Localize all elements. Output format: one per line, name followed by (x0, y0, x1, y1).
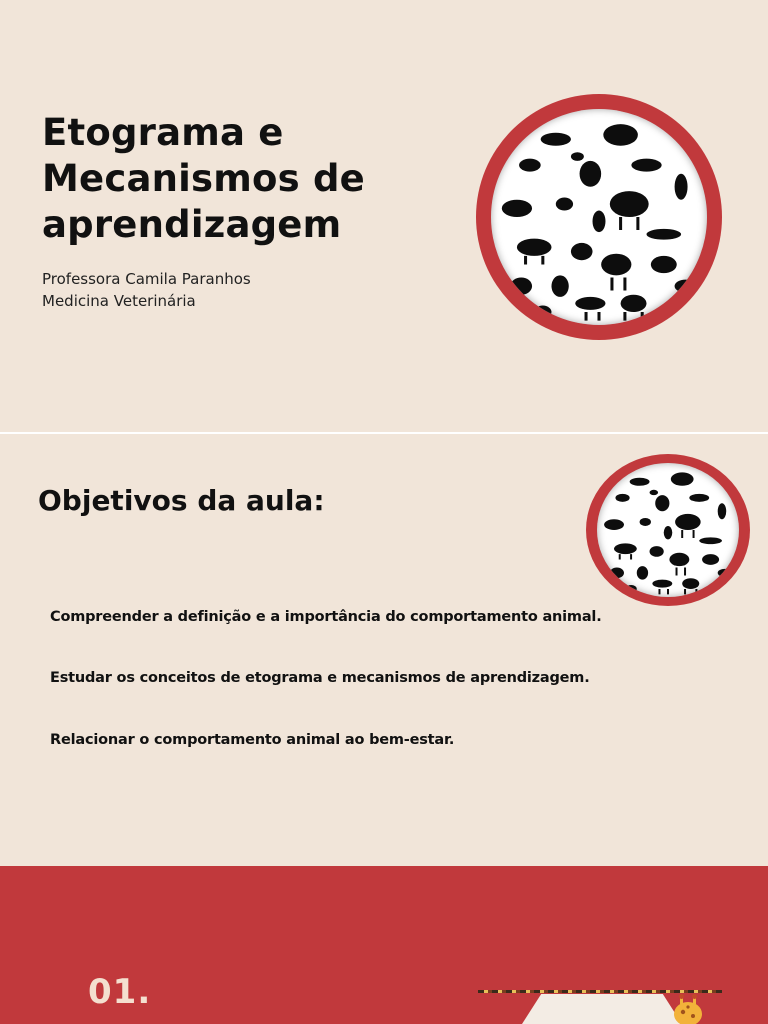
animal-silhouette-shape (637, 566, 648, 579)
animal-silhouette-shape (650, 546, 664, 557)
animal-silhouette-shape (650, 490, 659, 495)
objectives-slide (0, 434, 768, 866)
course-name: Medicina Veterinária (42, 292, 196, 310)
animal-silhouette-shape (575, 297, 605, 310)
animal-silhouette-shape (647, 229, 682, 240)
paper-shape (522, 994, 682, 1024)
animal-silhouette-shape (604, 519, 624, 530)
objective-item-3: Relacionar o comportamento animal ao bem-estar. (50, 732, 455, 748)
animal-silhouette-shape (593, 211, 606, 233)
animal-silhouette-shape (502, 200, 532, 217)
animal-silhouette-shape (534, 306, 551, 319)
objective-item-2: Estudar os conceitos de etograma e mecanismos de aprendizagem. (50, 670, 590, 686)
animal-silhouette-shape (610, 568, 624, 579)
animal-silhouette-shape (625, 585, 636, 593)
animal-silhouettes-graphic (491, 109, 707, 325)
animal-silhouette-shape (615, 494, 629, 502)
animal-silhouette-shape (614, 543, 637, 554)
animal-silhouette-shape (718, 569, 732, 577)
animal-silhouette-shape (603, 124, 638, 146)
animal-silhouette-shape (664, 526, 673, 539)
animal-silhouette-shape (671, 472, 694, 485)
animal-silhouette-shape (580, 161, 602, 187)
section-number: 01. (88, 972, 152, 1012)
animal-silhouette-shape (551, 275, 568, 297)
animal-silhouette-shape (675, 174, 688, 200)
animal-silhouette-shape (510, 277, 532, 294)
decorative-strip (478, 990, 722, 993)
animal-silhouette-shape (630, 478, 650, 486)
section-slide (0, 866, 768, 1024)
animal-silhouettes-icon-small (597, 463, 739, 597)
objective-item-1: Compreender a definição e a importância do comportamento animal. (50, 609, 602, 625)
animal-silhouette-shape (689, 494, 709, 502)
slide-subtitle (42, 268, 251, 312)
animal-silhouette-shape (517, 239, 552, 256)
title-line-1: Etograma e (42, 111, 284, 154)
animal-silhouette-shape (675, 280, 697, 293)
animal-silhouette-shape (610, 191, 649, 217)
animal-silhouette-shape (682, 578, 699, 589)
animal-silhouette-shape (621, 295, 647, 312)
animal-silhouette-shape (556, 198, 573, 211)
animal-silhouette-shape (601, 254, 631, 276)
title-line-3: aprendizagem (42, 203, 342, 246)
animal-silhouette-shape (699, 537, 722, 544)
animal-silhouette-shape (675, 514, 701, 530)
title-slide (0, 0, 768, 432)
animal-silhouette-shape (571, 152, 584, 161)
animal-silhouettes-icon (491, 109, 707, 325)
animal-silhouettes-graphic-small (597, 463, 739, 597)
title-line-2: Mecanismos de (42, 157, 365, 200)
objectives-heading: Objetivos da aula: (38, 484, 325, 517)
slide-title (42, 110, 442, 248)
animal-silhouettes-image-frame-small (586, 454, 750, 606)
animal-silhouette-shape (631, 159, 661, 172)
animal-silhouette-shape (655, 495, 669, 511)
animal-silhouette-shape (702, 554, 719, 565)
animal-silhouette-shape (519, 159, 541, 172)
animal-silhouette-shape (541, 133, 571, 146)
animal-silhouette-shape (651, 256, 677, 273)
professor-name: Professora Camila Paranhos (42, 270, 251, 288)
animal-silhouette-shape (718, 503, 727, 519)
giraffe-icon (666, 994, 710, 1024)
animal-silhouette-shape (669, 553, 689, 566)
animal-silhouette-shape (652, 580, 672, 588)
animal-silhouette-shape (640, 518, 651, 526)
animal-silhouette-shape (571, 243, 593, 260)
animal-silhouettes-image-frame (476, 94, 722, 340)
